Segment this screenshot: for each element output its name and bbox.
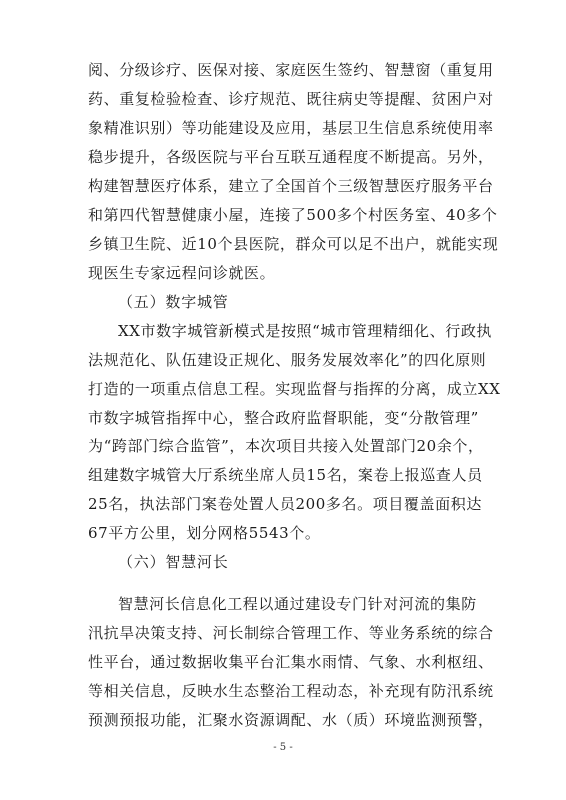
paragraph-line: 汛抗旱决策支持、河长制综合管理工作、等业务系统的综合 [88, 624, 494, 642]
paragraph-line: 市数字城管指挥中心，整合政府监督职能，变“分散管理” [88, 409, 479, 427]
paragraph-line: 现医生专家远程问诊就医。 [88, 264, 276, 282]
paragraph-line: 药、重复检验检查、诊疗规范、既往病史等提醒、贫困户对 [88, 90, 494, 108]
page-number: - 5 - [273, 742, 293, 753]
paragraph-line: 组建数字城管大厅系统坐席人员15名，案卷上报巡查人员 [88, 466, 483, 484]
paragraph-line: 法规范化、队伍建设正规化、服务发展效率化”的四化原则 [88, 351, 487, 369]
paragraph-line: 稳步提升，各级医院与平台互联互通程度不断提高。另外， [88, 148, 494, 166]
paragraph-line: 象精准识别）等功能建设及应用，基层卫生信息系统使用率 [88, 119, 494, 137]
paragraph-line: 等相关信息，反映水生态整治工程动态，补充现有防汛系统 [88, 682, 494, 700]
paragraph-line: 打造的一项重点信息工程。实现监督与指挥的分离，成立XX [88, 380, 501, 398]
paragraph-line: 和第四代智慧健康小屋，连接了500多个村医务室、40多个 [88, 206, 498, 224]
paragraph-line: 预测预报功能，汇聚水资源调配、水（质）环境监测预警， [88, 711, 494, 729]
section-heading: （六）智慧河长 [118, 553, 229, 571]
paragraph-line: 乡镇卫生院、近10个县医院，群众可以足不出户，就能实现 [88, 235, 499, 253]
paragraph-line: 为“跨部门综合监管”，本次项目共接入处置部门20余个， [88, 437, 484, 455]
paragraph-line: XX市数字城管新模式是按照“城市管理精细化、行政执 [118, 322, 493, 340]
paragraph-line: 性平台，通过数据收集平台汇集水雨情、气象、水利枢纽、 [88, 653, 494, 671]
paragraph-line: 67平方公里，划分网格5543个。 [88, 524, 321, 542]
section-heading: （五）数字城管 [118, 293, 229, 311]
paragraph-line: 构建智慧医疗体系，建立了全国首个三级智慧医疗服务平台 [88, 177, 494, 195]
paragraph-line: 智慧河长信息化工程以通过建设专门针对河流的集防 [118, 595, 477, 613]
paragraph-line: 阅、分级诊疗、医保对接、家庭医生签约、智慧窗（重复用 [88, 61, 494, 79]
paragraph-line: 25名，执法部门案卷处置人员200多名。项目覆盖面积达 [88, 495, 482, 513]
